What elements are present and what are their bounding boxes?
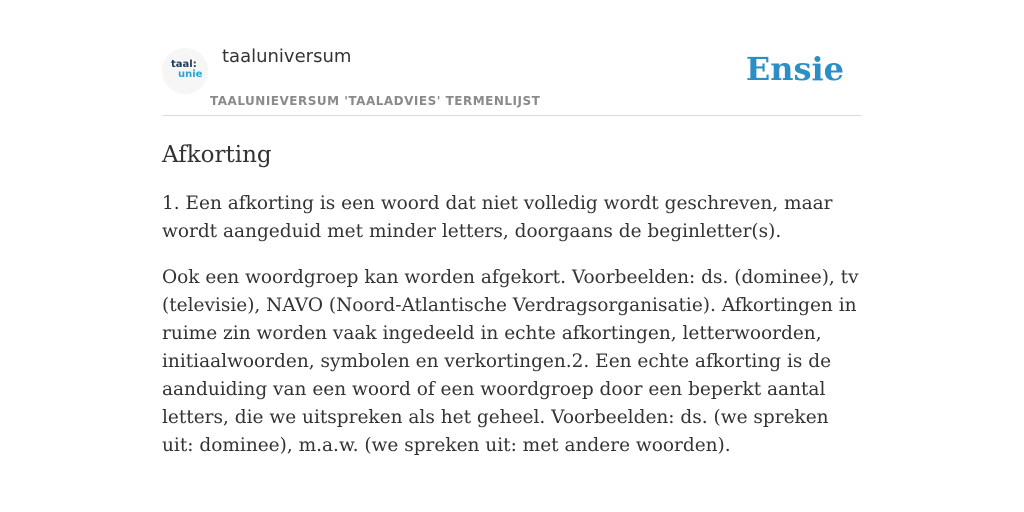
article-title: Afkorting [162,142,272,168]
site-subtitle: TAALUNIEVERSUM 'TAALADVIES' TERMENLIJST [210,94,541,108]
logo-text-bottom: unie [178,69,203,80]
article-paragraph-2: Ook een woordgroep kan worden afgekort. Voorbeelden: ds. (dominee), tv (televisie), NAVO (Noord-Atlantische Verdragsorganisatie). Afkortingen in ruime zin worden vaak ingedeeld in echte afkortingen, letterwoorden, initiaalwoorden, symbolen en verkortingen.2. Een echte afkorting is de aanduiding van een woord of een woordgroep door een beperkt aantal letters, die we uitspreken als het geheel. Voorbeelden: ds. (we spreken uit: dominee), m.a.w. (we spreken uit: met andere woorden). [162,267,859,456]
logo-text-top: taal: [171,59,197,70]
article-paragraph-1: 1. Een afkorting is een woord dat niet volledig wordt geschreven, maar wordt aangeduid met minder letters, doorgaans de beginletter(s). [162,193,833,242]
header [162,40,862,116]
content [162,40,862,460]
taalunie-logo[interactable] [162,48,208,94]
ensie-brand-logo[interactable]: Ensie [745,50,844,88]
site-name[interactable]: taaluniversum [222,46,352,67]
